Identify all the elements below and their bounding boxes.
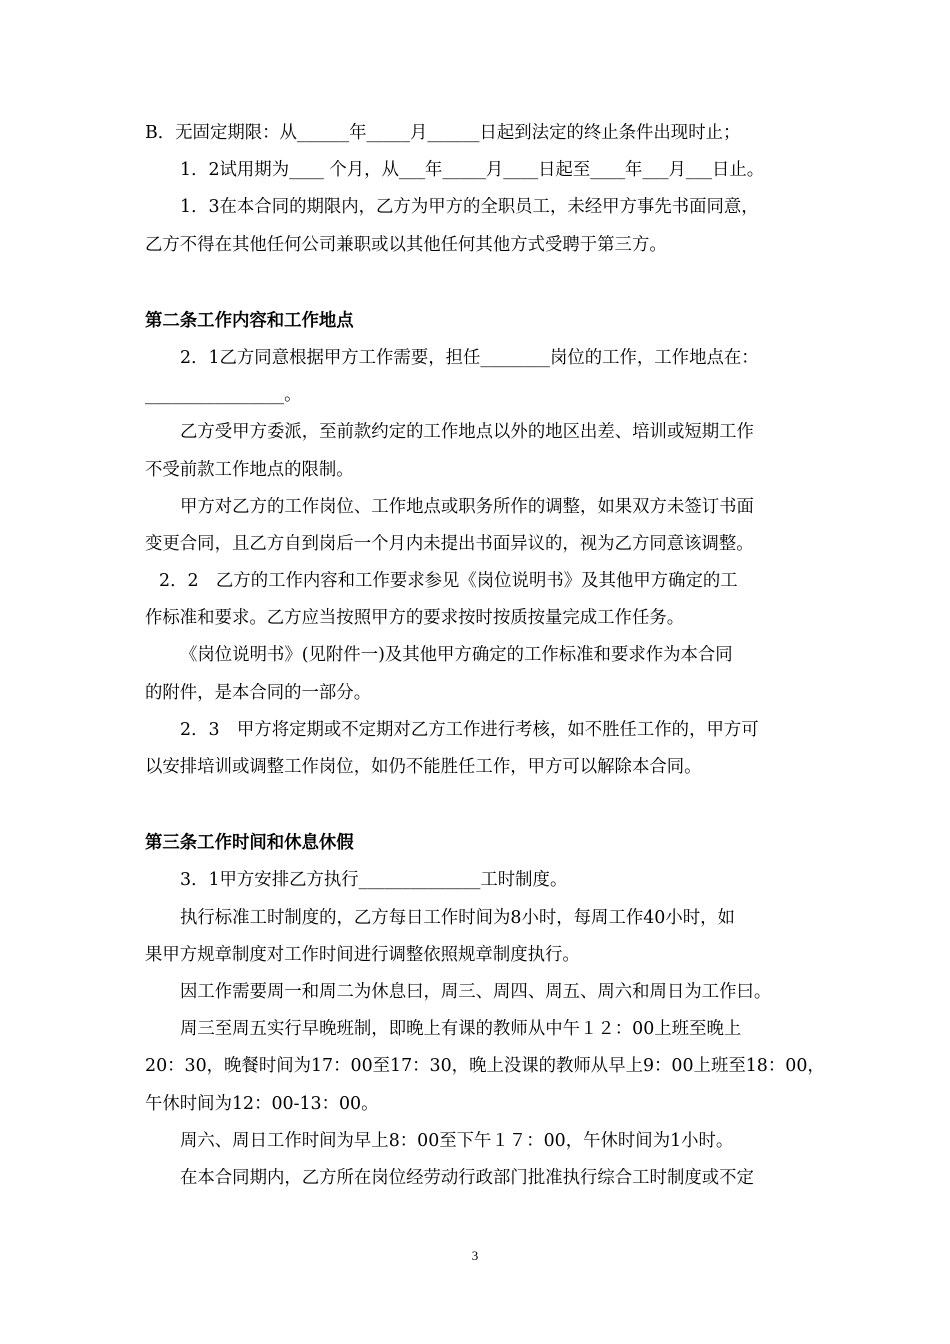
text-line: B．无固定期限：从______年_____月______日起到法定的终止条件出现时止； — [145, 123, 741, 143]
text-line: 在本合同期内，乙方所在岗位经劳动行政部门批准执行综合工时制度或不定 — [180, 1167, 754, 1188]
spacer — [145, 786, 815, 825]
text-line: 午休时间为12：00-13：00。 — [145, 1093, 379, 1114]
text-line: 变更合同，且乙方自到岗后一个月内未提出书面异议的，视为乙方同意该调整。 — [145, 533, 754, 554]
text-line: 不受前款工作地点的限制。 — [145, 459, 354, 480]
text-line: ________________。 — [145, 385, 302, 406]
text-line: 甲方对乙方的工作岗位、工作地点或职务所作的调整，如果双方未签订书面 — [180, 496, 754, 517]
document-body — [145, 115, 825, 1197]
text-line: 作标准和要求。乙方应当按照甲方的要求按时按质按量完成工作任务。 — [145, 608, 685, 629]
text-line: 20：30，晚餐时间为17：00至17：30，晚上没课的教师从早上9：00上班至18：00， — [145, 1056, 825, 1077]
page-number: 3 — [471, 1248, 479, 1263]
section-heading: 第三条工作时间和休息休假 — [145, 833, 354, 854]
text-line: 1．3在本合同的期限内，乙方为甲方的全职员工，未经甲方事先书面同意， — [180, 197, 759, 218]
text-line: 果甲方规章制度对工作时间进行调整依照规章制度执行。 — [145, 944, 580, 965]
text-line: 周三至周五实行早晚班制，即晚上有课的教师从中午１２：00上班至晚上 — [180, 1019, 742, 1040]
text-line: 周六、周日工作时间为早上8：00至下午１７：00，午休时间为1小时。 — [180, 1130, 734, 1151]
text-line: 的附件，是本合同的一部分。 — [145, 682, 372, 703]
text-line: 乙方不得在其他任何公司兼职或以其他任何其他方式受聘于第三方。 — [145, 234, 667, 255]
text-line: 以安排培训或调整工作岗位，如仍不能胜任工作，甲方可以解除本合同。 — [145, 757, 702, 777]
spacer — [145, 264, 815, 303]
text-line: 2．3 甲方将定期或不定期对乙方工作进行考核，如不胜任工作的，甲方可 — [180, 719, 759, 740]
text-line: 因工作需要周一和周二为休息曰，周三、周四、周五、周六和周日为工作曰。 — [180, 981, 772, 1002]
text-line: 《岗位说明书》(见附件一)及其他甲方确定的工作标准和要求作为本合同 — [180, 645, 733, 666]
text-line: 2．2 乙方的工作内容和工作要求参见《岗位说明书》及其他甲方确定的工 — [159, 571, 738, 592]
text-line: 乙方受甲方委派，至前款约定的工作地点以外的地区出差、培训或短期工作 — [180, 422, 754, 443]
text-line: 1．2试用期为____ 个月，从___年_____月____日起至____年___月___日止。 — [180, 160, 765, 181]
text-line: 3．1甲方安排乙方执行______________工时制度。 — [180, 870, 568, 891]
text-line: 执行标准工时制度的，乙方每日工作时间为8小时，每周工作40小时，如 — [180, 907, 735, 928]
text-line: 2．1乙方同意根据甲方工作需要，担任________岗位的工作，工作地点在： — [180, 347, 759, 368]
section-heading: 第二条工作内容和工作地点 — [145, 310, 354, 331]
